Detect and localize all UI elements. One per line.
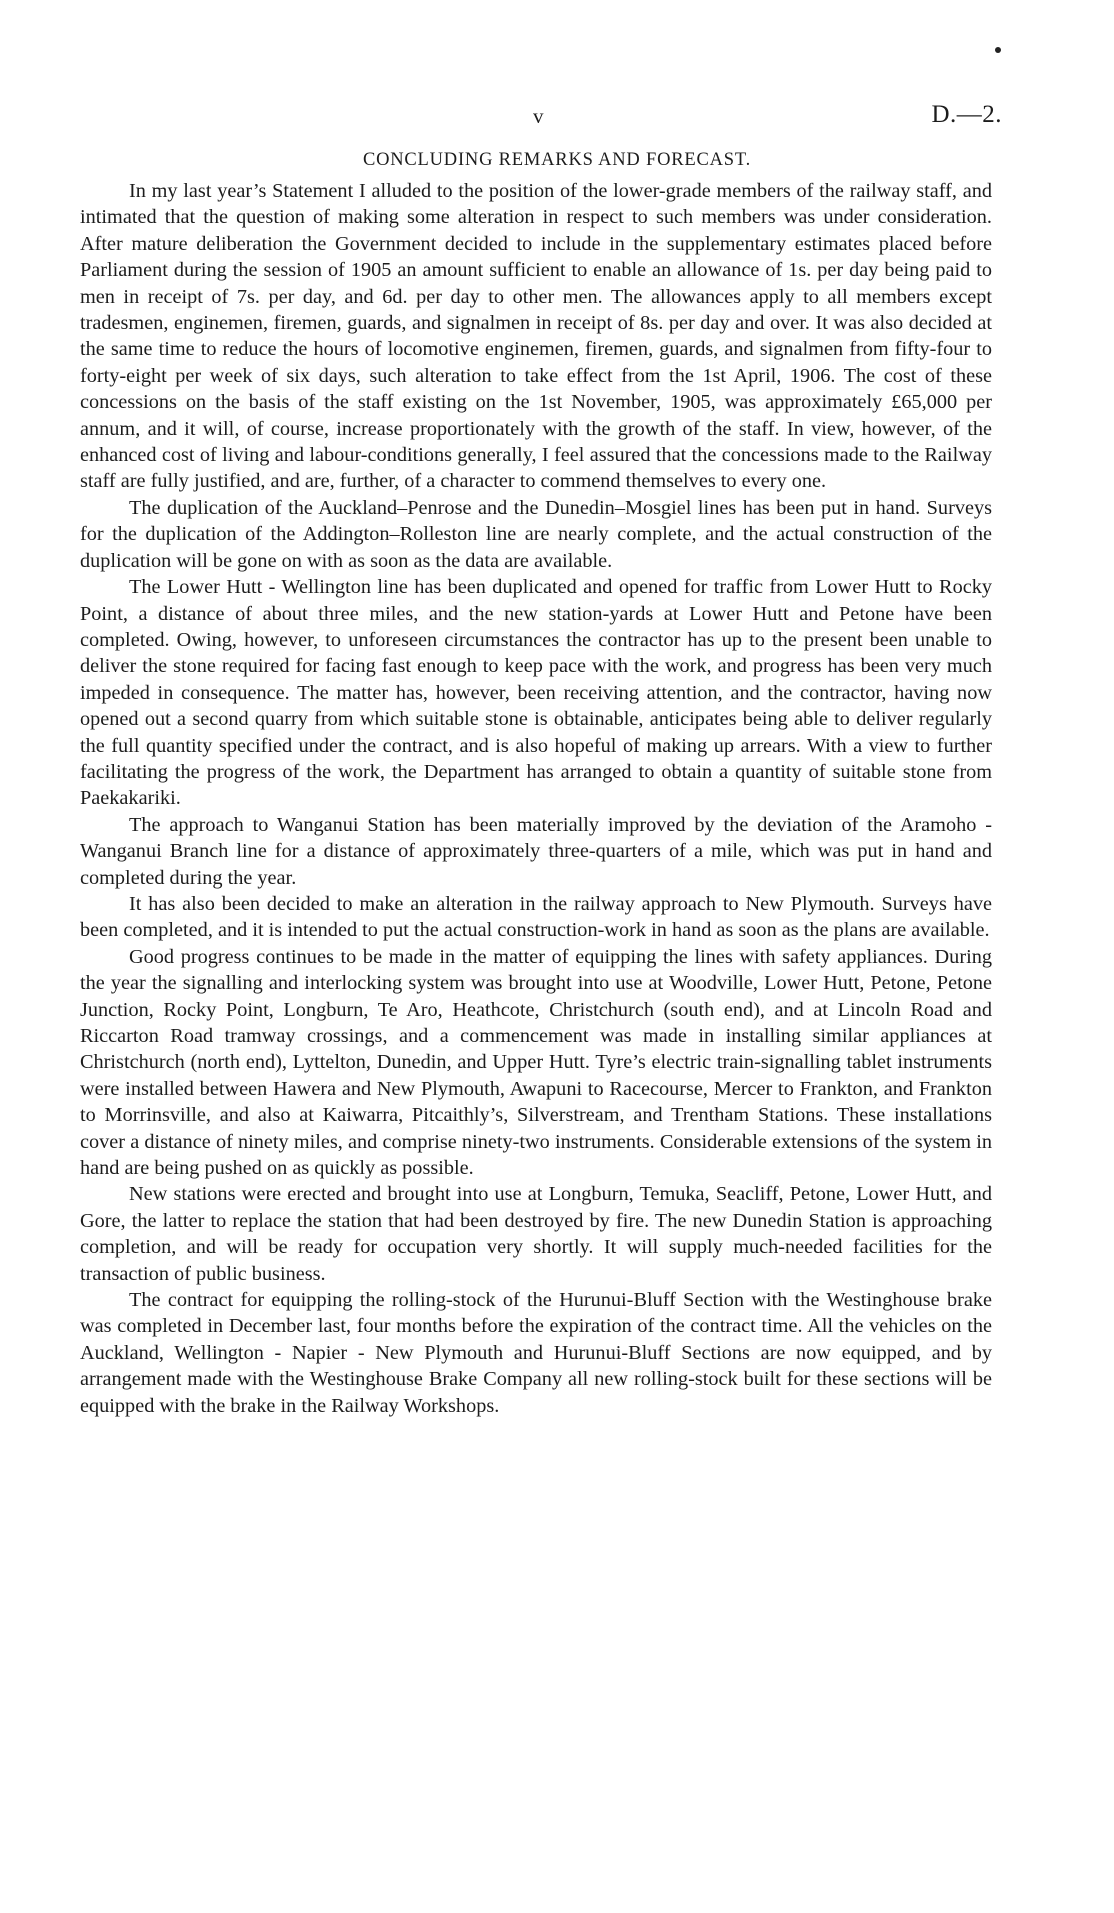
paragraph-new-plymouth: It has also been decided to make an alteration in the railway approach to New Plymouth. Surveys have been completed, and it is intended to put the actual construction-work in hand as soon as the plans are available. bbox=[80, 892, 992, 942]
paragraph-new-stations: New stations were erected and brought into use at Longburn, Temuka, Seacliff, Petone, Lower Hutt, and Gore, the latter to replace the station that had been destroyed by fire. The new Dunedin Station is approaching completion, and will be ready for occupation very shortly. It will supply much-needed facilities for the transaction of public business. bbox=[80, 1183, 992, 1285]
page-number: v bbox=[533, 104, 544, 128]
body-text bbox=[80, 178, 992, 1419]
print-mark bbox=[995, 47, 1001, 53]
document-code: D.—2. bbox=[931, 101, 1002, 128]
paragraph-safety-appliances: Good progress continues to be made in the matter of equipping the lines with safety appliances. During the year the signalling and interlocking system was brought into use at Woodville, Lower Hutt, Petone, Petone Junction, Rocky Point, Longburn, Te Aro, Heathcote, Christchurch (south end), and at Lincoln Road and Riccarton Road tramway crossings, and a commencement was made in installing similar appliances at Christchurch (north end), Lyttelton, Dunedin, and Upper Hutt. Tyre’s electric train-signalling tablet instruments were installed between Hawera and New Plymouth, Awapuni to Racecourse, Mercer to Frankton, and Frankton to Morrinsville, and also at Kaiwarra, Pitcaithly’s, Silverstream, and Trentham Stations. These installations cover a distance of ninety miles, and comprise ninety-two instruments. Considerable extensions of the system in hand are being pushed on as quickly as possible. bbox=[80, 945, 992, 1180]
paragraph-westinghouse-brake: The contract for equipping the rolling-stock of the Hurunui-Bluff Section with the Westinghouse brake was completed in December last, four months before the expiration of the contract time. All the vehicles on the Auckland, Wellington - Napier - New Plymouth and Hurunui-Bluff Sections are now equipped, and by arrangement made with the Westinghouse Brake Company all new rolling-stock built for these sections will be equipped with the brake in the Railway Workshops. bbox=[80, 1289, 992, 1417]
paragraph-lower-hutt-wellington: The Lower Hutt - Wellington line has been duplicated and opened for traffic from Lower Hutt to Rocky Point, a distance of about three miles, and the new station-yards at Lower Hutt and Petone have been completed. Owing, however, to unforeseen circumstances the contractor has up to the present been unable to deliver the stone required for facing fast enough to keep pace with the work, and progress has been very much impeded in consequence. The matter has, however, been receiving attention, and the contractor, having now opened out a second quarry from which suitable stone is obtainable, anticipates being able to deliver regularly the full quantity specified under the contract, and is also hopeful of making up arrears. With a view to further facilitating the progress of the work, the Department has arranged to obtain a quantity of suitable stone from Paekakariki. bbox=[80, 576, 992, 810]
paragraph-staff-concessions: In my last year’s Statement I alluded to the position of the lower-grade members of the railway staff, and intimated that the question of making some alteration in respect to such members was under consideration. After mature deliberation the Government decided to include in the supplementary estimates placed before Parliament during the session of 1905 an amount sufficient to enable an allowance of 1s. per day being paid to men in receipt of 7s. per day, and 6d. per day to other men. The allowances apply to all members except tradesmen, enginemen, firemen, guards, and signalmen in receipt of 8s. per day and over. It was also decided at the same time to reduce the hours of locomotive enginemen, firemen, guards, and signalmen from fifty-four to forty-eight per week of six days, such alteration to take effect from the 1st April, 1906. The cost of these concessions on the basis of the staff existing on the 1st November, 1905, was approximately £65,000 per annum, and it will, of course, increase proportionately with the growth of the staff. In view, however, of the enhanced cost of living and labour-conditions generally, I feel assured that the concessions made to the Railway staff are fully justified, and are, further, of a character to commend themselves to every one. bbox=[80, 180, 992, 493]
section-heading: CONCLUDING REMARKS AND FORECAST. bbox=[362, 150, 752, 170]
paragraph-wanganui-approach: The approach to Wanganui Station has been materially improved by the deviation of the Aramoho - Wanganui Branch line for a distance of approximately three-quarters of a mile, which was put in hand and completed during the year. bbox=[80, 813, 992, 889]
paragraph-duplication: The duplication of the Auckland–Penrose and the Dunedin–Mosgiel lines has been put in hand. Surveys for the duplication of the Addington–Rolleston line are nearly complete, and the actual construction of the duplication will be gone on with as soon as the data are available. bbox=[80, 496, 992, 572]
